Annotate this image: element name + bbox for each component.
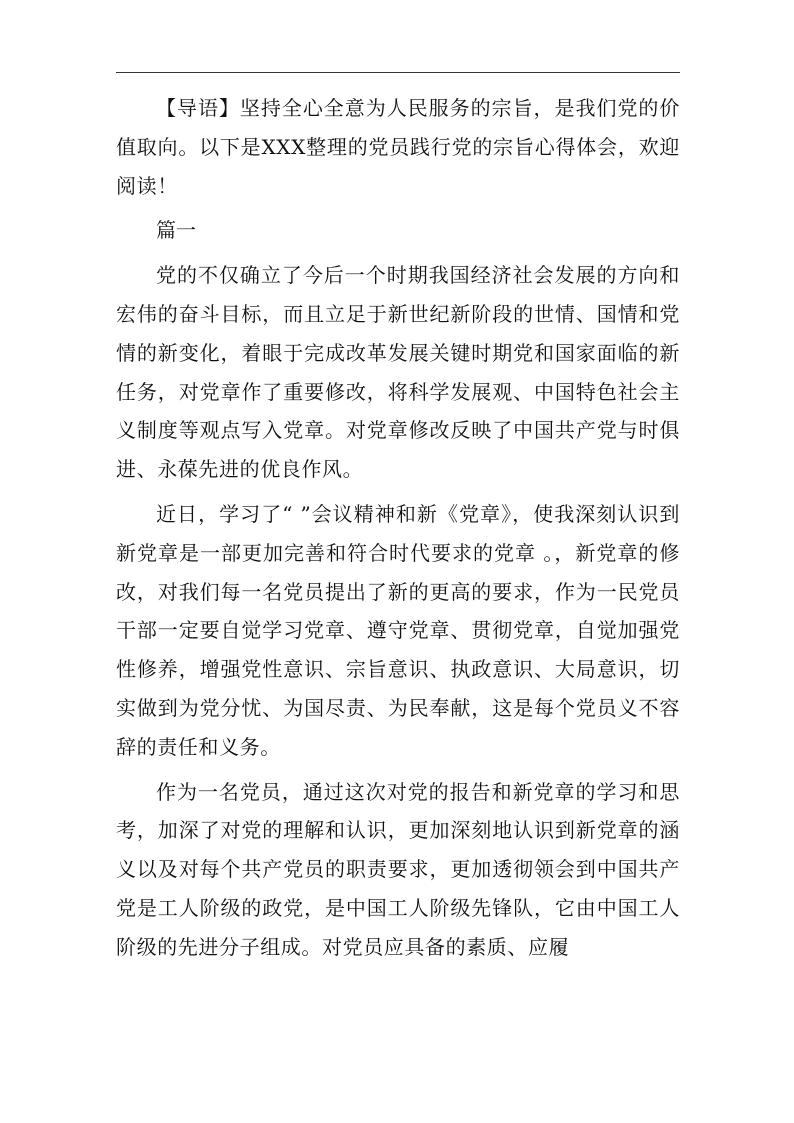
body-paragraph-2: 近日，学习了“ ”会议精神和新《党章》，使我深刻认识到新党章是一部更加完善和符合时代要求的党章 。，新党章的修改，对我们每一名党员提出了新的更高的要求，作为一民党员干部一定要自觉学习党章、遵守党章、贯彻党章，自觉加强党性修养，增强党性意识、宗旨意识、执政意识、大局意识，切实做到为党分忧、为国尽责、为民奉献，这是每个党员义不容辞的责任和义务。 bbox=[116, 501, 680, 759]
document-body bbox=[116, 89, 680, 973]
section-title: 篇一 bbox=[156, 218, 196, 243]
body-paragraph-1: 党的不仅确立了今后一个时期我国经济社会发展的方向和宏伟的奋斗目标，而且立足于新世纪新阶段的世情、国情和党情的新变化，着眼于完成改革发展关键时期党和国家面临的新任务，对党章作了重要修改，将科学发展观、中国特色社会主义制度等观点写入党章。对党章修改反映了中国共产党与时俱进、永葆先进的优良作风。 bbox=[116, 263, 680, 482]
body-paragraph-3: 作为一名党员，通过这次对党的报告和新党章的学习和思考，加深了对党的理解和认识，更加深刻地认识到新党章的涵义以及对每个共产党员的职责要求，更加透彻领会到中国共产党是工人阶级的政党，是中国工人阶级先锋队，它由中国工人阶级的先进分子组成。对党员应具备的素质、应履 bbox=[116, 779, 680, 959]
intro-paragraph: 【导语】坚持全心全意为人民服务的宗旨，是我们党的价值取向。以下是XXX整理的党员践行党的宗旨心得体会，欢迎阅读！ bbox=[116, 96, 680, 198]
header-rule bbox=[116, 72, 680, 73]
